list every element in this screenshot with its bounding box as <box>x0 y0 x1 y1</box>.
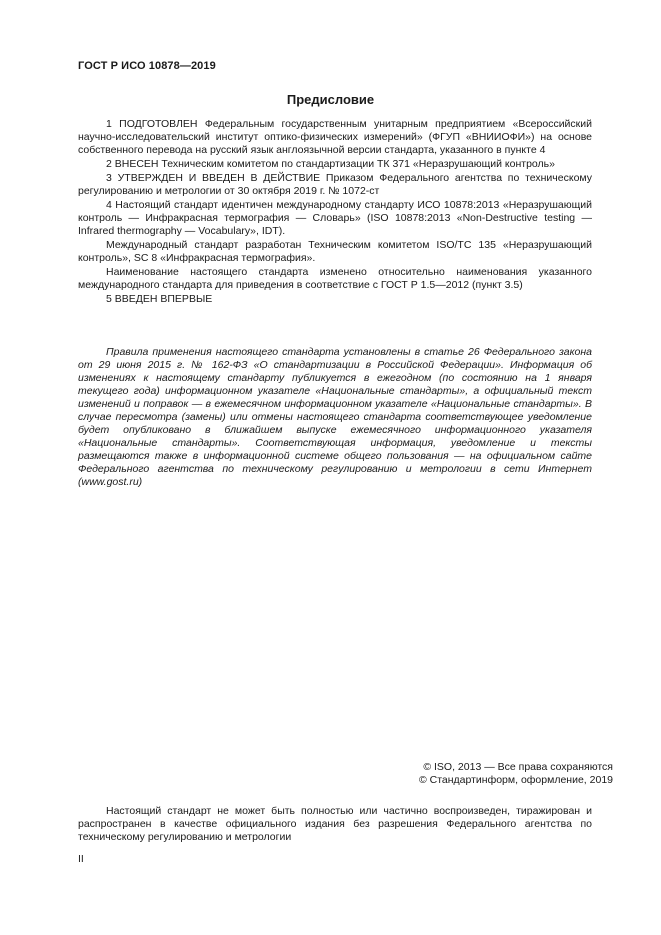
copyright-standartinform: © Стандартинформ, оформление, 2019 <box>418 774 613 786</box>
page-number: II <box>78 853 84 865</box>
page-title: Предисловие <box>286 92 375 107</box>
document-code: ГОСТ Р ИСО 10878—2019 <box>78 60 216 72</box>
paragraph-developed: Международный стандарт разработан Техническим комитетом ISO/TC 135 «Неразрушающий контроль», SC 8 «Инфракрасная термография». <box>78 239 592 264</box>
paragraph-prepared: 1 ПОДГОТОВЛЕН Федеральным государственным унитарным предприятием «Всероссийский научно-исследовательский институт оптико-физических измерений» (ФГУП «ВНИИОФИ») на основе собственного перевода на русский язык англоязычной версии стандарта, указанного в пункте 4 <box>78 118 592 156</box>
reprint-notice <box>78 805 592 844</box>
paragraph-submitted: 2 ВНЕСЕН Техническим комитетом по стандартизации ТК 371 «Неразрушающий контроль» <box>106 158 555 170</box>
application-rules-notice <box>78 346 592 489</box>
foreword-body <box>78 118 592 306</box>
paragraph-identical: 4 Настоящий стандарт идентичен международному стандарту ИСО 10878:2013 «Неразрушающий контроль — Инфракрасная термография — Словарь» (ISO 10878:2013 «Non-Destructive testing — Infrared thermography — Vocabulary», IDT). <box>78 199 592 237</box>
paragraph-name-changed: Наименование настоящего стандарта изменено относительно наименования указанного международного стандарта для приведения в соответствие с ГОСТ Р 1.5—2012 (пункт 3.5) <box>78 266 592 291</box>
paragraph-introduced: 5 ВВЕДЕН ВПЕРВЫЕ <box>106 293 213 305</box>
paragraph-approved: 3 УТВЕРЖДЕН И ВВЕДЕН В ДЕЙСТВИЕ Приказом Федерального агентства по техническому регулированию и метрологии от 30 октября 2019 г. № 1072-ст <box>78 172 592 197</box>
copyright-iso: © ISO, 2013 — Все права сохраняются <box>423 761 613 773</box>
copyright-block <box>419 761 613 787</box>
reprint-text: Настоящий стандарт не может быть полностью или частично воспроизведен, тиражирован и распространен в качестве официального издания без разрешения Федерального агентства по техническому регулированию и метрологии <box>78 805 592 843</box>
notice-text: Правила применения настоящего стандарта установлены в статье 26 Федерального закона от 29 июня 2015 г. № 162-ФЗ «О стандартизации в Российской Федерации». Информация об изменениях к настоящему стандарту публикуется в ежегодном (по состоянию на 1 января текущего года) информационном указателе «Национальные стандарты», а официальный текст изменений и поправок — в ежемесячном информационном указателе «Национальные стандарты». В случае пересмотра (замены) или отмены настоящего стандарта соответствующее уведомление будет опубликовано в ближайшем выпуске ежемесячного информационного указателя «Национальные стандарты». Соответствующая информация, уведомление и тексты размещаются также в информационной системе общего пользования — на официальном сайте Федерального агентства по техническому регулированию и метрологии в сети Интернет (www.gost.ru) <box>78 346 592 488</box>
